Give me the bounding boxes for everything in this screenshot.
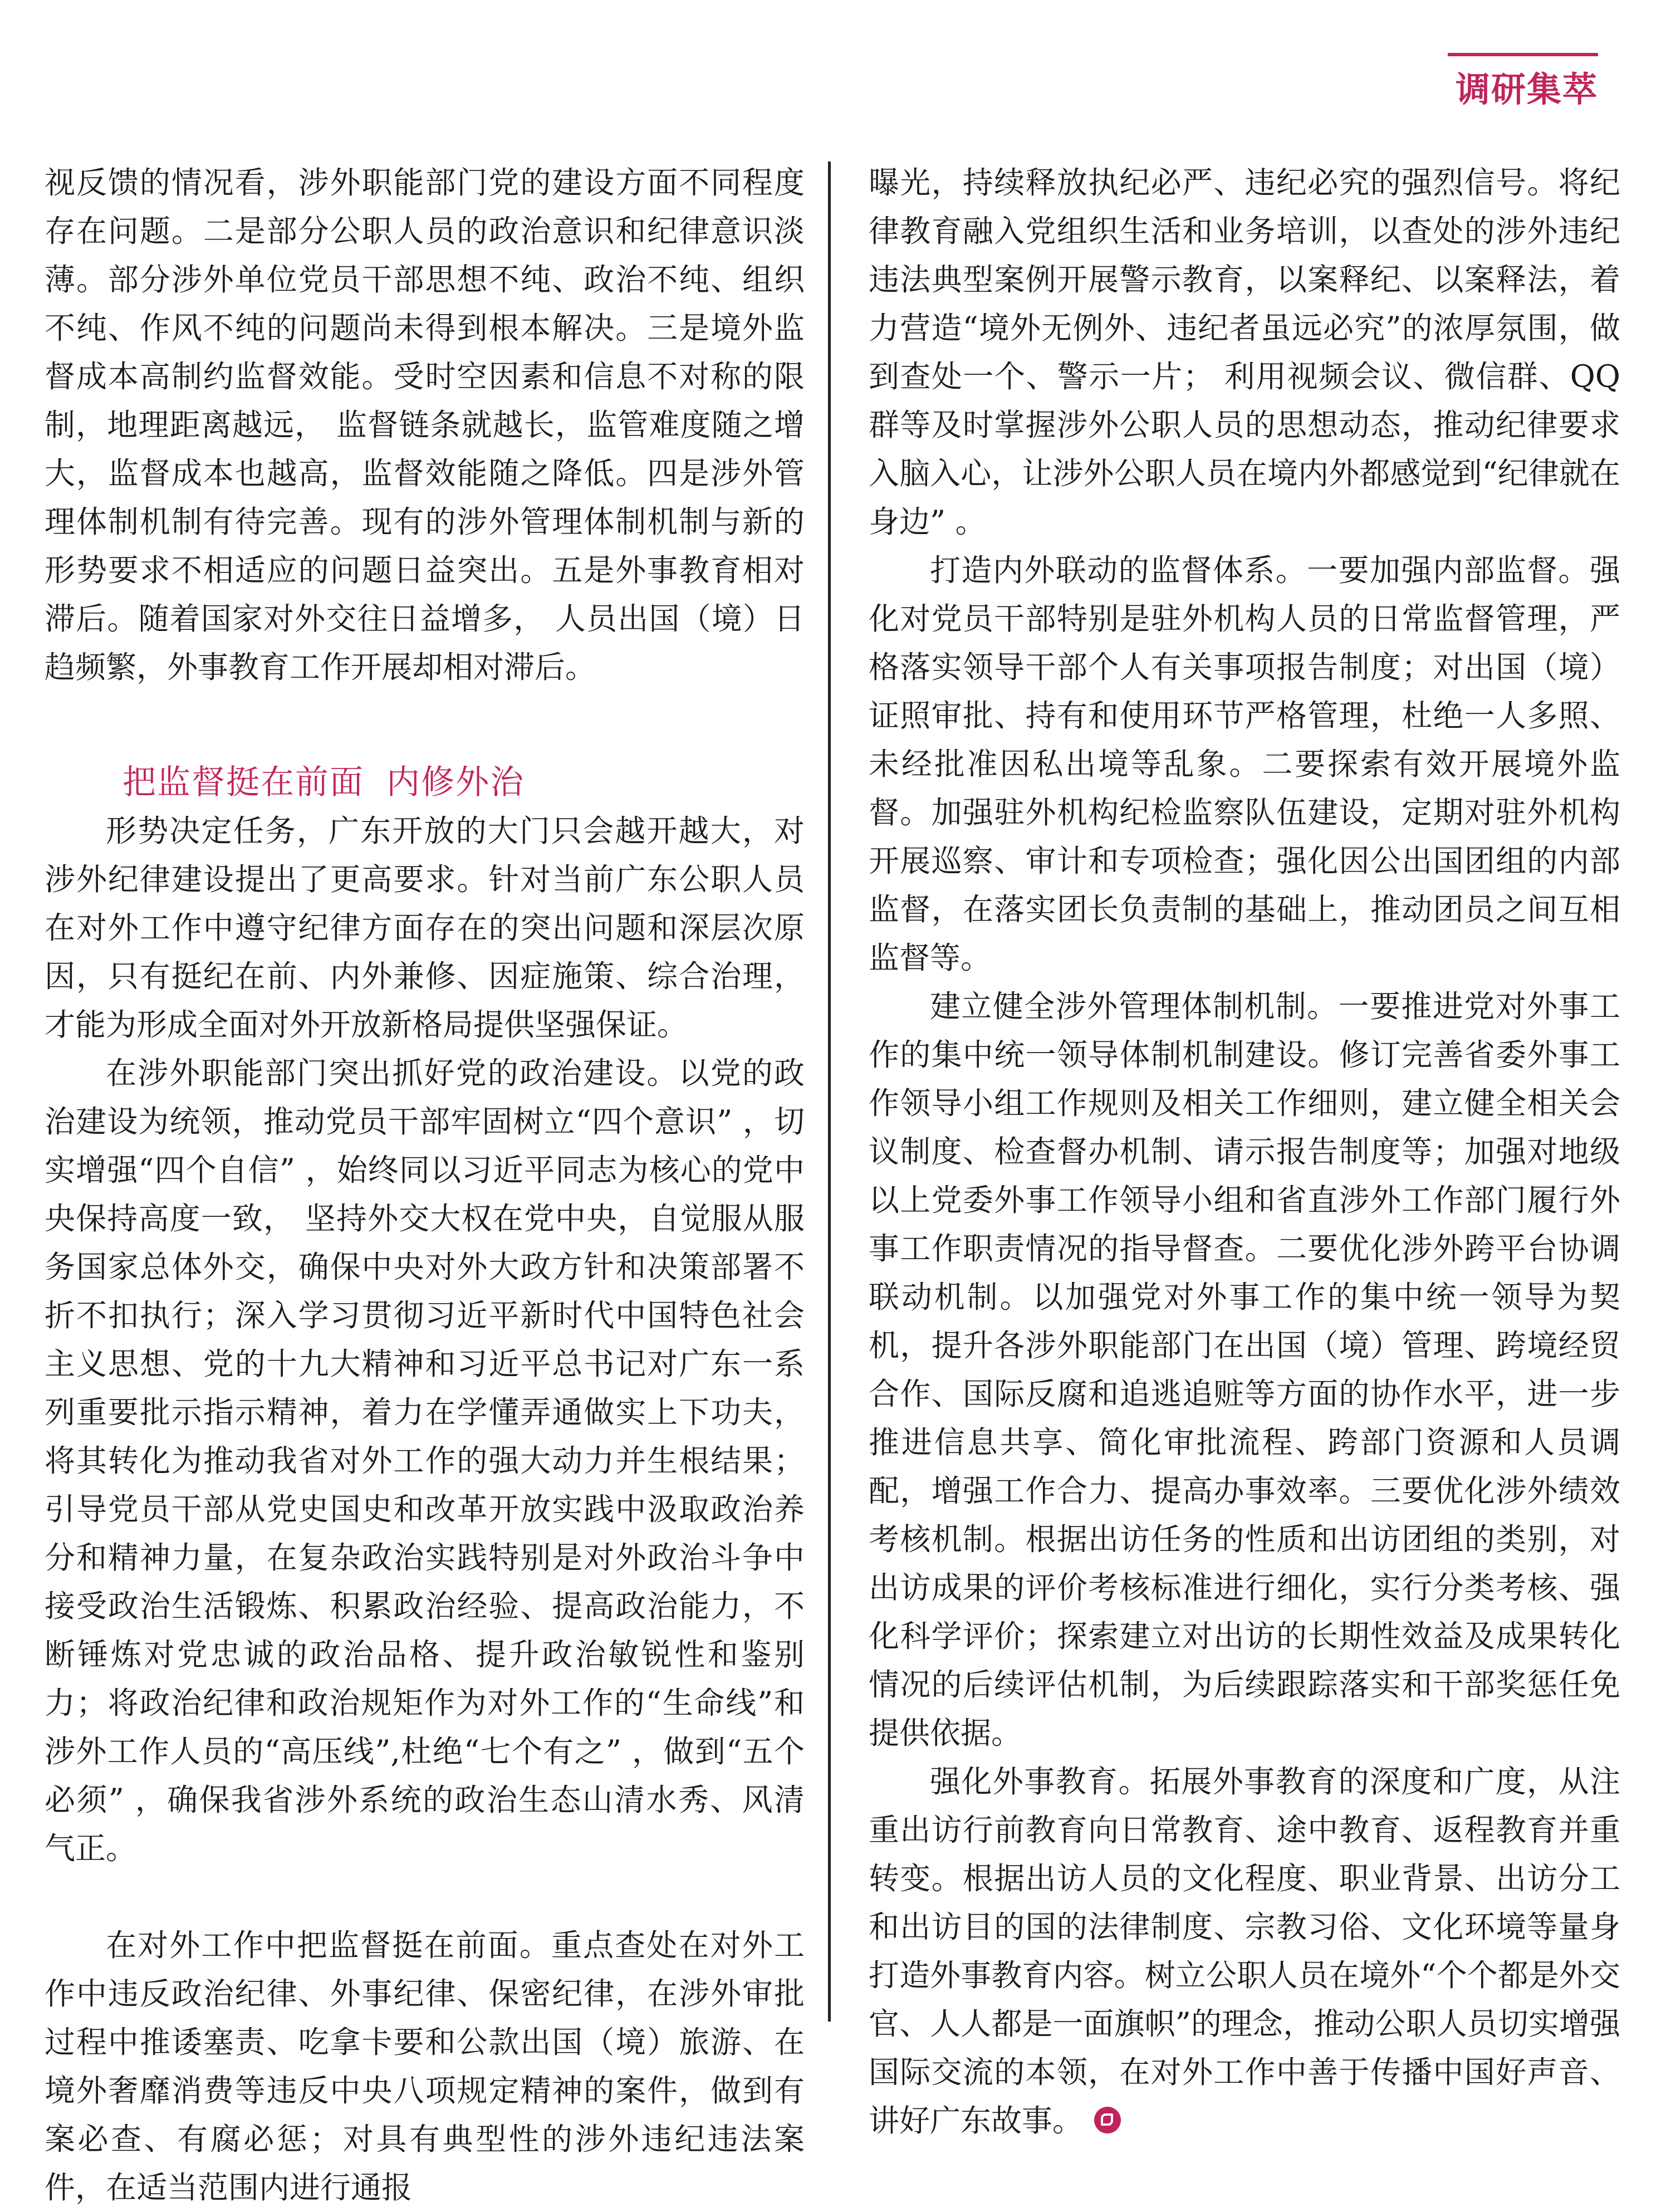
column-divider: [828, 162, 831, 2022]
right-paragraph-2: 建立健全涉外管理体制机制。一要推进党对外事工作的集中统一领导体制机制建设。修订完善省委外事工作领导小组工作规则及相关工作细则，建立健全相关会议制度、检查督办机制、请示报告制度等；加强对地级以上党委外事工作领导小组和省直涉外工作部门履行外事工作职责情况的指导督查。二要优化涉外跨平台协调联动机制。以加强党对外事工作的集中统一领导为契机，提升各涉外职能部门在出国（境）管理、跨境经贸合作、国际反腐和追逃追赃等方面的协作水平，进一步推进信息共享、简化审批流程、跨部门资源和人员调配，增强工作合力、提高办事效率。三要优化涉外绩效考核机制。根据出访任务的性质和出访团组的类别，对出访成果的评价考核标准进行细化，实行分类考核、强化科学评价；探索建立对出访的长期性效益及成果转化情况的后续评估机制，为后续跟踪落实和干部奖惩任免提供依据。: [869, 988, 1620, 1751]
left-paragraph-3: 在对外工作中把监督挺在前面。重点查处在对外工作中违反政治纪律、外事纪律、保密纪律，在涉外审批过程中推诿塞责、吃拿卡要和公款出国（境）旅游、在境外奢靡消费等违反中央八项规定精神的案件，做到有案必查、有腐必惩；对具有典型性的涉外违纪违法案件，在适当范围内进行通报: [45, 1927, 805, 2205]
left-paragraph-2: 在涉外职能部门突出抓好党的政治建设。以党的政治建设为统领，推动党员干部牢固树立“四个意识” ，切实增强“四个自信” ，始终同以习近平同志为核心的党中央保持高度一致， 坚持外交大权在党中央，自觉服从服务国家总体外交，确保中央对外大政方针和决策部署不折不扣执行；深入学习贯彻习近平新时代中国特色社会主义思想、党的十九大精神和习近平总书记对广东一系列重要批示指示精神，着力在学懂弄通做实上下功夫，将其转化为推动我省对外工作的强大动力并生根结果；引导党员干部从党史国史和改革开放实践中汲取政治养分和精神力量，在复杂政治实践特别是对外政治斗争中接受政治生活锻炼、积累政治经验、提高政治能力，不断锤炼对党忠诚的政治品格、提升政治敏锐性和鉴别力；将政治纪律和政治规矩作为对外工作的“生命线”和涉外工作人员的“高压线”,杜绝“七个有之” ，做到“五个必须” ，确保我省涉外系统的政治生态山清水秀、风清气正。: [45, 1055, 805, 1866]
section-heading-part1: 把监督挺在前面: [122, 763, 364, 802]
left-column: [45, 159, 805, 2212]
right-paragraph-3: 强化外事教育。拓展外事教育的深度和广度，从注重出访行前教育向日常教育、途中教育、返程教育并重转变。根据出访人员的文化程度、职业背景、出访分工和出访目的国的法律制度、宗教习俗、文化环境等量身打造外事教育内容。树立公职人员在境外“个个都是外交官、人人都是一面旗帜”的理念，推动公职人员切实增强国际交流的本领，在对外工作中善于传播中国好声音、讲好广东故事。: [869, 1764, 1620, 2138]
left-continued-paragraph: 视反馈的情况看，涉外职能部门党的建设方面不同程度存在问题。二是部分公职人员的政治意识和纪律意识淡薄。部分涉外单位党员干部思想不纯、政治不纯、组织不纯、作风不纯的问题尚未得到根本解决。三是境外监督成本高制约监督效能。受时空因素和信息不对称的限制，地理距离越远， 监督链条就越长，监管难度随之增大，监督成本也越高，监督效能随之降低。四是涉外管理体制机制有待完善。现有的涉外管理体制机制与新的形势要求不相适应的问题日益突出。五是外事教育相对滞后。随着国家对外交往日益增多， 人员出国（境）日趋频繁，外事教育工作开展却相对滞后。: [45, 165, 805, 685]
section-heading: [45, 758, 805, 807]
section-heading-part2: 内修外治: [386, 763, 525, 802]
right-paragraph-3-wrap: [869, 1758, 1620, 2145]
section-title: 调研集萃: [1455, 69, 1598, 110]
right-continued-paragraph: 曝光，持续释放执纪必严、违纪必究的强烈信号。将纪律教育融入党组织生活和业务培训，以查处的涉外违纪违法典型案例开展警示教育，以案释纪、以案释法，着力营造“境外无例外、违纪者虽远必究”的浓厚氛围，做到查处一个、警示一片； 利用视频会议、微信群、QQ 群等及时掌握涉外公职人员的思想动态，推动纪律要求入脑入心，让涉外公职人员在境内外都感觉到“纪律就在身边” 。: [869, 165, 1620, 540]
right-paragraph-1: 打造内外联动的监督体系。一要加强内部监督。强化对党员干部特别是驻外机构人员的日常监督管理，严格落实领导干部个人有关事项报告制度；对出国（境）证照审批、持有和使用环节严格管理，杜绝一人多照、未经批准因私出境等乱象。二要探索有效开展境外监督。加强驻外机构纪检监察队伍建设，定期对驻外机构开展巡察、审计和专项检查；强化因公出国团组的内部监督，在落实团长负责制的基础上，推动团员之间互相监督等。: [869, 552, 1620, 976]
seal-end-icon: [1094, 2107, 1121, 2133]
right-column: [869, 159, 1620, 2145]
page-header: [1448, 53, 1598, 111]
left-paragraph-1: 形势决定任务，广东开放的大门只会越开越大，对涉外纪律建设提出了更高要求。针对当前广东公职人员在对外工作中遵守纪律方面存在的突出问题和深层次原因，只有挺纪在前、内外兼修、因症施策、综合治理，才能为形成全面对外开放新格局提供坚强保证。: [45, 813, 805, 1043]
